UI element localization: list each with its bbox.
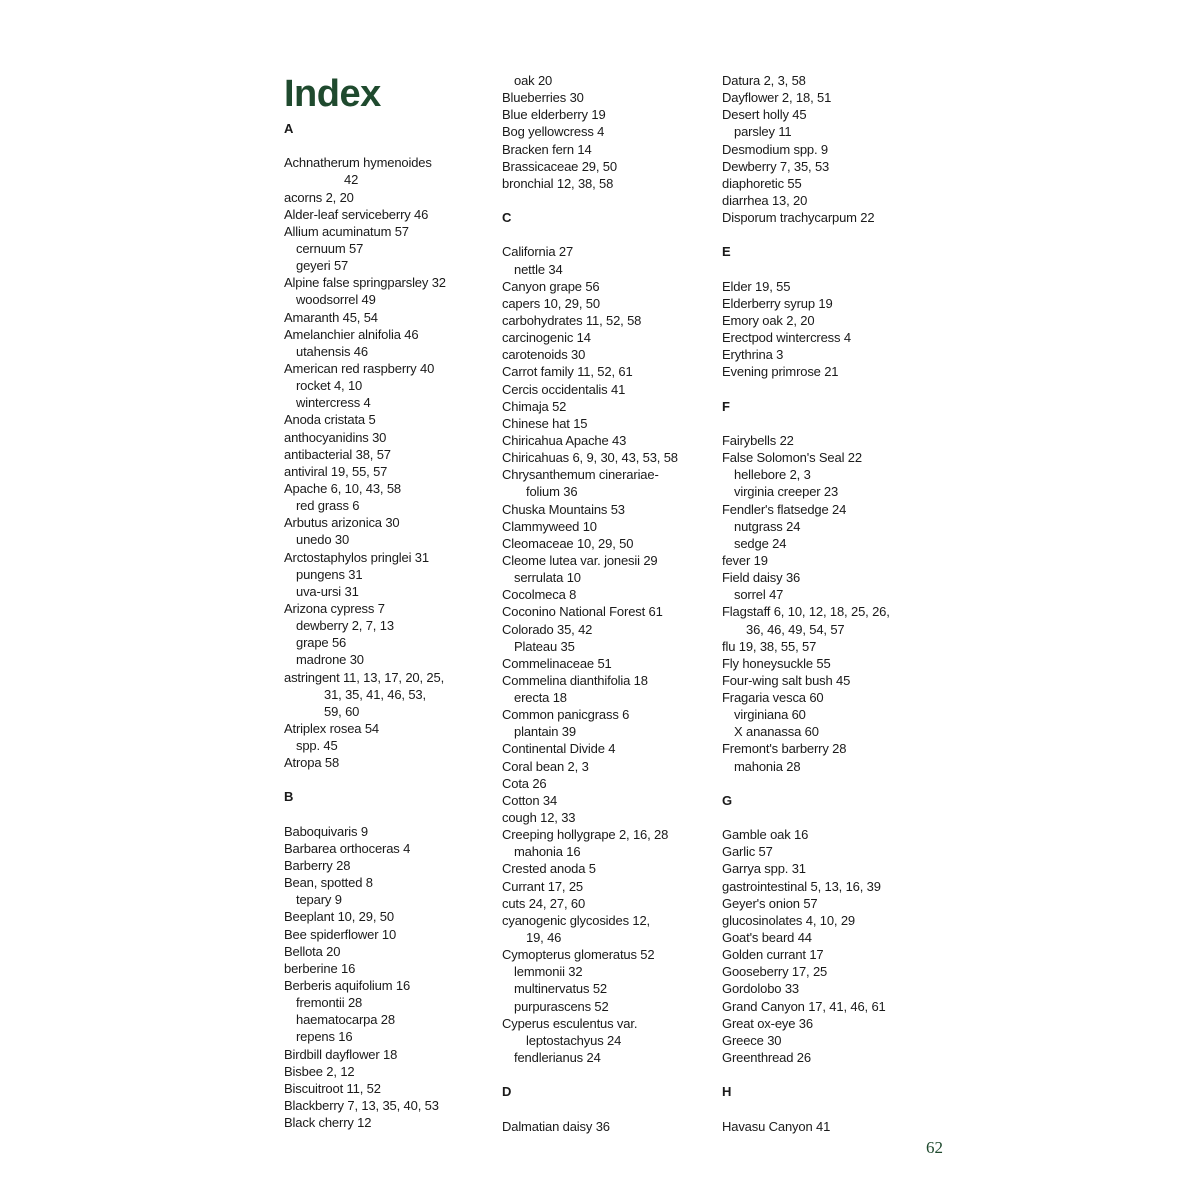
index-entry: Allium acuminatum 57: [284, 223, 409, 239]
index-entry: Creeping hollygrape 2, 16, 28: [502, 827, 669, 843]
index-subentry: purpurascens 52: [514, 998, 609, 1014]
index-entry: Cota 26: [502, 775, 547, 791]
index-entry: Desert holly 45: [722, 107, 807, 123]
index-subentry: woodsorrel 49: [296, 292, 376, 308]
index-entry: False Solomon's Seal 22: [722, 450, 862, 466]
index-entry-continuation: 19, 46: [526, 930, 562, 946]
index-entry: antiviral 19, 55, 57: [284, 463, 388, 479]
section-letter: C: [502, 210, 512, 226]
index-entry: Gooseberry 17, 25: [722, 964, 828, 980]
spacer: [722, 381, 937, 398]
index-subentry: geyeri 57: [296, 258, 349, 274]
index-entry: Alpine false springparsley 32: [284, 275, 446, 291]
index-entry: Dalmatian daisy 36: [502, 1118, 610, 1134]
spacer: [722, 775, 937, 792]
index-entry: Bisbee 2, 12: [284, 1063, 355, 1079]
index-subentry: tepary 9: [296, 892, 342, 908]
index-entry: Fendler's flatsedge 24: [722, 501, 847, 517]
index-subentry: utahensis 46: [296, 343, 368, 359]
index-entry: cuts 24, 27, 60: [502, 895, 586, 911]
index-subentry: madrone 30: [296, 652, 364, 668]
index-entry: Grand Canyon 17, 41, 46, 61: [722, 998, 886, 1014]
index-column-1: [284, 72, 499, 1131]
index-entry: Clammyweed 10: [502, 518, 597, 534]
index-entry: Emory oak 2, 20: [722, 312, 815, 328]
index-entry-continuation: folium 36: [526, 484, 578, 500]
index-entry: American red raspberry 40: [284, 360, 435, 376]
index-entry: Datura 2, 3, 58: [722, 73, 806, 88]
index-entry: Beeplant 10, 29, 50: [284, 909, 394, 925]
index-subentry: mahonia 16: [514, 844, 581, 860]
index-entry: Bean, spotted 8: [284, 875, 373, 891]
index-entry: acorns 2, 20: [284, 189, 354, 205]
spacer: [722, 809, 937, 826]
index-entry: Greece 30: [722, 1032, 782, 1048]
index-entry: Achnatherum hymenoides: [284, 155, 432, 171]
index-entry: diarrhea 13, 20: [722, 192, 808, 208]
index-entry-continuation: 36, 46, 49, 54, 57: [746, 621, 845, 637]
index-entry: astringent 11, 13, 17, 20, 25,: [284, 669, 445, 685]
index-entry: Amelanchier alnifolia 46: [284, 326, 419, 342]
index-entry: California 27: [502, 244, 574, 260]
index-subentry: uva-ursi 31: [296, 583, 359, 599]
section-letter: H: [722, 1084, 732, 1100]
index-entry: Disporum trachycarpum 22: [722, 210, 875, 226]
index-entry: Currant 17, 25: [502, 878, 584, 894]
index-entry: gastrointestinal 5, 13, 16, 39: [722, 878, 881, 894]
index-entry: Blue elderberry 19: [502, 107, 606, 123]
index-entry: Arctostaphylos pringlei 31: [284, 549, 429, 565]
index-subentry: wintercress 4: [296, 395, 371, 411]
index-entry: Erythrina 3: [722, 347, 784, 363]
spacer: [284, 806, 499, 823]
index-entry: Barbarea orthoceras 4: [284, 840, 411, 856]
section-letter: A: [284, 121, 294, 136]
index-entry: carotenoids 30: [502, 347, 586, 363]
index-entry: Black cherry 12: [284, 1115, 372, 1131]
index-column-1-entries: [284, 120, 499, 1131]
index-subentry: repens 16: [296, 1029, 353, 1045]
index-entry: Cercis occidentalis 41: [502, 381, 626, 397]
index-entry: Golden currant 17: [722, 947, 824, 963]
index-entry: Geyer's onion 57: [722, 895, 818, 911]
index-entry: Anoda cristata 5: [284, 412, 376, 428]
index-entry: Great ox-eye 36: [722, 1015, 813, 1031]
index-entry: Berberis aquifolium 16: [284, 978, 411, 994]
index-entry: Bellota 20: [284, 943, 341, 959]
section-letter: E: [722, 244, 731, 260]
index-entry: Evening primrose 21: [722, 364, 839, 380]
index-entry: Cyperus esculentus var.: [502, 1015, 638, 1031]
spacer: [722, 415, 937, 432]
index-subentry: cernuum 57: [296, 240, 364, 256]
index-entry: Fly honeysuckle 55: [722, 655, 831, 671]
index-subentry: nettle 34: [514, 261, 563, 277]
index-entry: Chuska Mountains 53: [502, 501, 625, 517]
index-subentry: dewberry 2, 7, 13: [296, 618, 394, 634]
index-subentry: plantain 39: [514, 724, 576, 740]
index-entry: Garrya spp. 31: [722, 861, 806, 877]
index-subentry: sedge 24: [734, 535, 787, 551]
index-entry: Chinese hat 15: [502, 415, 588, 431]
index-entry: Flagstaff 6, 10, 12, 18, 25, 26,: [722, 604, 890, 620]
index-entry: carbohydrates 11, 52, 58: [502, 312, 642, 328]
index-subentry: lemmonii 32: [514, 964, 583, 980]
section-letter: F: [722, 398, 730, 414]
index-entry: Chrysanthemum cinerariae-: [502, 467, 659, 483]
index-entry: fever 19: [722, 552, 768, 568]
index-entry: Fremont's barberry 28: [722, 741, 847, 757]
index-subentry: haematocarpa 28: [296, 1012, 395, 1028]
index-entry: Atropa 58: [284, 755, 340, 771]
index-subentry: parsley 11: [734, 124, 792, 140]
index-subentry: red grass 6: [296, 498, 360, 514]
index-entry: Havasu Canyon 41: [722, 1118, 831, 1134]
index-column-3-entries: [722, 72, 937, 1135]
index-entry: Barberry 28: [284, 858, 351, 874]
spacer: [722, 1100, 937, 1117]
index-subentry: X ananassa 60: [734, 724, 819, 740]
index-entry: Elder 19, 55: [722, 278, 791, 294]
index-subentry: hellebore 2, 3: [734, 467, 811, 483]
index-entry: Colorado 35, 42: [502, 621, 593, 637]
index-entry: Bracken fern 14: [502, 141, 592, 157]
index-entry: Brassicaceae 29, 50: [502, 158, 617, 174]
index-entry: Cocolmeca 8: [502, 587, 577, 603]
index-subentry: fendlerianus 24: [514, 1050, 601, 1066]
index-entry: antibacterial 38, 57: [284, 446, 391, 462]
index-entry: diaphoretic 55: [722, 175, 802, 191]
index-entry: bronchial 12, 38, 58: [502, 175, 614, 191]
index-entry: Chiricahuas 6, 9, 30, 43, 53, 58: [502, 450, 678, 466]
index-subentry: grape 56: [296, 635, 347, 651]
index-entry: Commelina dianthifolia 18: [502, 672, 648, 688]
index-entry: Arizona cypress 7: [284, 600, 385, 616]
index-subentry: sorrel 47: [734, 587, 784, 603]
spacer: [722, 226, 937, 243]
index-entry: Elderberry syrup 19: [722, 295, 833, 311]
section-letter: D: [502, 1084, 512, 1100]
index-entry: Gamble oak 16: [722, 827, 809, 843]
index-entry: Atriplex rosea 54: [284, 720, 380, 736]
index-subentry: fremontii 28: [296, 995, 363, 1011]
index-entry: Alder-leaf serviceberry 46: [284, 206, 429, 222]
index-entry: Cleome lutea var. jonesii 29: [502, 552, 658, 568]
index-entry: Apache 6, 10, 43, 58: [284, 480, 401, 496]
index-entry: Fairybells 22: [722, 432, 794, 448]
index-subentry: nutgrass 24: [734, 518, 801, 534]
spacer: [502, 226, 717, 243]
index-entry: Continental Divide 4: [502, 741, 616, 757]
index-entry: Garlic 57: [722, 844, 773, 860]
page-number: 62: [926, 1138, 943, 1157]
index-entry: Gordolobo 33: [722, 981, 799, 997]
index-entry-continuation: leptostachyus 24: [526, 1032, 622, 1048]
index-subentry: multinervatus 52: [514, 981, 607, 997]
index-subentry: Plateau 35: [514, 638, 575, 654]
index-entry: Coral bean 2, 3: [502, 758, 589, 774]
index-entry: Fragaria vesca 60: [722, 690, 824, 706]
index-entry-continuation: 59, 60: [324, 703, 360, 719]
spacer: [502, 192, 717, 209]
index-entry: Carrot family 11, 52, 61: [502, 364, 633, 380]
spacer: [502, 1066, 717, 1083]
index-entry: Greenthread 26: [722, 1050, 811, 1066]
index-column-3: [722, 72, 937, 1135]
index-entry: Blackberry 7, 13, 35, 40, 53: [284, 1098, 439, 1114]
index-entry: Chimaja 52: [502, 398, 567, 414]
spacer: [284, 137, 499, 154]
index-entry: Birdbill dayflower 18: [284, 1046, 398, 1062]
index-entry: Crested anoda 5: [502, 861, 596, 877]
section-letter: B: [284, 789, 294, 805]
index-subentry: mahonia 28: [734, 758, 801, 774]
index-entry: Dayflower 2, 18, 51: [722, 90, 832, 106]
index-entry: Blueberries 30: [502, 90, 584, 106]
index-entry: glucosinolates 4, 10, 29: [722, 912, 855, 928]
index-entry: Coconino National Forest 61: [502, 604, 663, 620]
index-entry: carcinogenic 14: [502, 330, 591, 346]
index-entry: Cleomaceae 10, 29, 50: [502, 535, 634, 551]
index-entry: Desmodium spp. 9: [722, 141, 828, 157]
index-entry: capers 10, 29, 50: [502, 295, 600, 311]
index-entry: Erectpod wintercress 4: [722, 330, 851, 346]
index-entry: Chiricahua Apache 43: [502, 432, 627, 448]
index-subentry: rocket 4, 10: [296, 378, 363, 394]
index-entry: Field daisy 36: [722, 570, 801, 586]
index-entry: Four-wing salt bush 45: [722, 672, 851, 688]
index-subentry: virginia creeper 23: [734, 484, 839, 500]
index-entry-continuation: 31, 35, 41, 46, 53,: [324, 686, 426, 702]
spacer: [722, 261, 937, 278]
index-entry: Dewberry 7, 35, 53: [722, 158, 830, 174]
index-entry: flu 19, 38, 55, 57: [722, 638, 817, 654]
index-entry: Arbutus arizonica 30: [284, 515, 400, 531]
index-entry: Canyon grape 56: [502, 278, 600, 294]
spacer: [284, 771, 499, 788]
index-entry: anthocyanidins 30: [284, 429, 387, 445]
index-entry-continuation: 42: [344, 172, 359, 188]
index-entry: Biscuitroot 11, 52: [284, 1080, 381, 1096]
index-subentry: oak 20: [514, 73, 553, 88]
index-subentry: pungens 31: [296, 566, 363, 582]
spacer: [502, 1100, 717, 1117]
index-subentry: erecta 18: [514, 690, 567, 706]
index-entry: Commelinaceae 51: [502, 655, 612, 671]
index-entry: Amaranth 45, 54: [284, 309, 378, 325]
index-subentry: virginiana 60: [734, 707, 806, 723]
section-letter: G: [722, 792, 732, 808]
index-entry: Cymopterus glomeratus 52: [502, 947, 655, 963]
index-column-2: [502, 72, 717, 1135]
index-entry: cough 12, 33: [502, 810, 576, 826]
index-entry: cyanogenic glycosides 12,: [502, 912, 651, 928]
index-title: Index: [284, 73, 381, 115]
index-entry: Bee spiderflower 10: [284, 926, 397, 942]
spacer: [722, 1066, 937, 1083]
index-subentry: serrulata 10: [514, 570, 581, 586]
index-entry: Baboquivaris 9: [284, 823, 368, 839]
index-entry: Bog yellowcress 4: [502, 124, 605, 140]
index-subentry: spp. 45: [296, 738, 338, 754]
index-entry: Common panicgrass 6: [502, 707, 630, 723]
index-entry: Cotton 34: [502, 792, 558, 808]
index-entry: berberine 16: [284, 960, 356, 976]
index-column-2-entries: [502, 72, 717, 1135]
index-entry: Goat's beard 44: [722, 930, 812, 946]
index-subentry: unedo 30: [296, 532, 350, 548]
